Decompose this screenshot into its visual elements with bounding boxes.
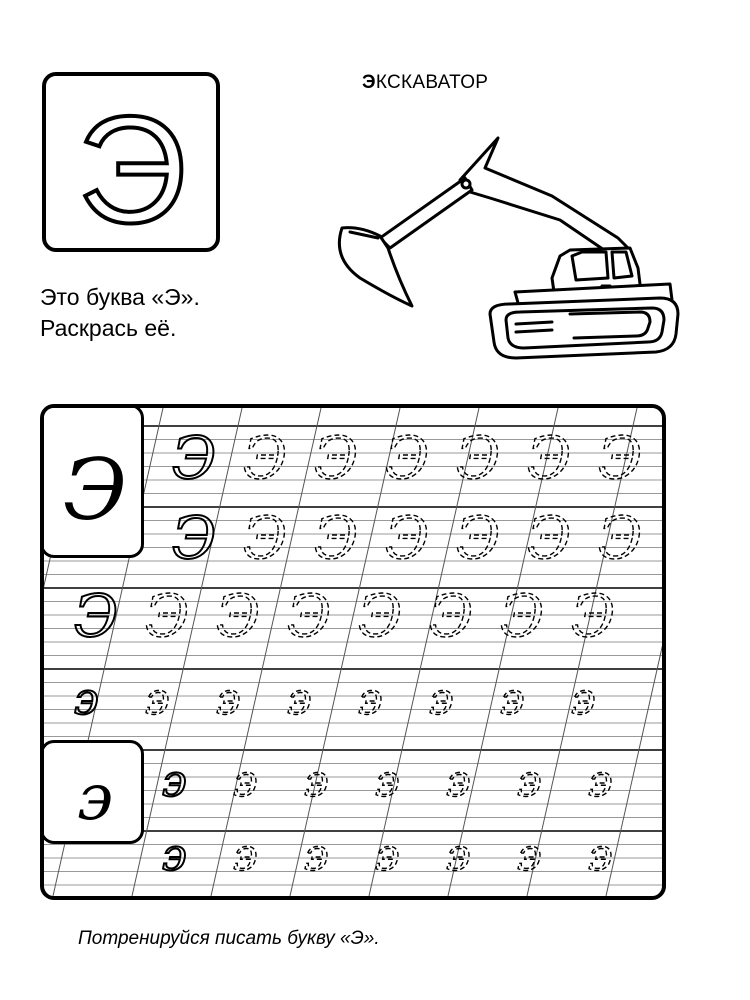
tracing-letter: Э [456, 424, 501, 492]
tracing-letter: Э [314, 424, 359, 492]
word-first-letter: Э [362, 72, 376, 93]
tracing-letter: э [162, 830, 187, 881]
tracing-letter: э [588, 830, 613, 881]
tracing-letter: э [216, 674, 241, 725]
tracing-letter: Э [598, 504, 643, 572]
word-rest: КСКАВАТОР [375, 72, 489, 93]
tracing-letter: Э [385, 424, 430, 492]
practice-grid [40, 404, 666, 900]
instruction-text [40, 282, 200, 344]
instruction-line-1: Это буква «Э». [40, 284, 200, 310]
tracing-letter: э [588, 756, 613, 807]
tracing-letter: э [287, 674, 312, 725]
tracing-letter: э [500, 674, 525, 725]
sample-cell-small [40, 740, 144, 844]
tracing-letter: э [233, 830, 258, 881]
tracing-letter: Э [527, 504, 572, 572]
tracing-letter: э [446, 756, 471, 807]
tracing-letter: э [74, 674, 99, 725]
tracing-letter: Э [571, 582, 616, 650]
tracing-letter: э [162, 756, 187, 807]
tracing-letter: Э [527, 424, 572, 492]
tracing-letter: э [429, 674, 454, 725]
tracing-letter: э [358, 674, 383, 725]
word-title [362, 72, 488, 94]
tracing-letter: э [375, 756, 400, 807]
tracing-letter: э [517, 830, 542, 881]
tracing-letter: э [233, 756, 258, 807]
sample-cell-capital [40, 404, 144, 558]
instruction-line-2: Раскрась её. [40, 315, 177, 341]
outlined-letter-glyph: Э [77, 85, 187, 255]
tracing-letter: Э [216, 582, 261, 650]
letter-card [42, 72, 220, 255]
tracing-letter: Э [314, 504, 359, 572]
tracing-letter: Э [172, 504, 217, 572]
outlined-letter-e [46, 76, 224, 256]
tracing-letter: Э [145, 582, 190, 650]
tracing-letter: э [446, 830, 471, 881]
tracing-letter: э [145, 674, 170, 725]
tracing-letter: Э [172, 424, 217, 492]
tracing-letter: Э [243, 504, 288, 572]
tracing-letter: Э [598, 424, 643, 492]
sample-glyph-capital: Э [62, 441, 128, 539]
tracing-letter: э [571, 674, 596, 725]
tracing-letter: Э [385, 504, 430, 572]
tracing-letter: Э [456, 504, 501, 572]
tracing-letter: Э [287, 582, 332, 650]
tracing-letter: э [304, 830, 329, 881]
tracing-letter: Э [243, 424, 288, 492]
tracing-letter: Э [358, 582, 403, 650]
tracing-letter: Э [429, 582, 474, 650]
excavator-icon [320, 128, 680, 373]
tracing-letter: э [517, 756, 542, 807]
sample-glyph-small: э [77, 761, 113, 835]
tracing-letter: Э [74, 582, 119, 650]
practice-caption: Потренируйся писать букву «Э». [78, 928, 380, 949]
tracing-letter: э [375, 830, 400, 881]
tracing-letter: э [304, 756, 329, 807]
tracing-letter: Э [500, 582, 545, 650]
